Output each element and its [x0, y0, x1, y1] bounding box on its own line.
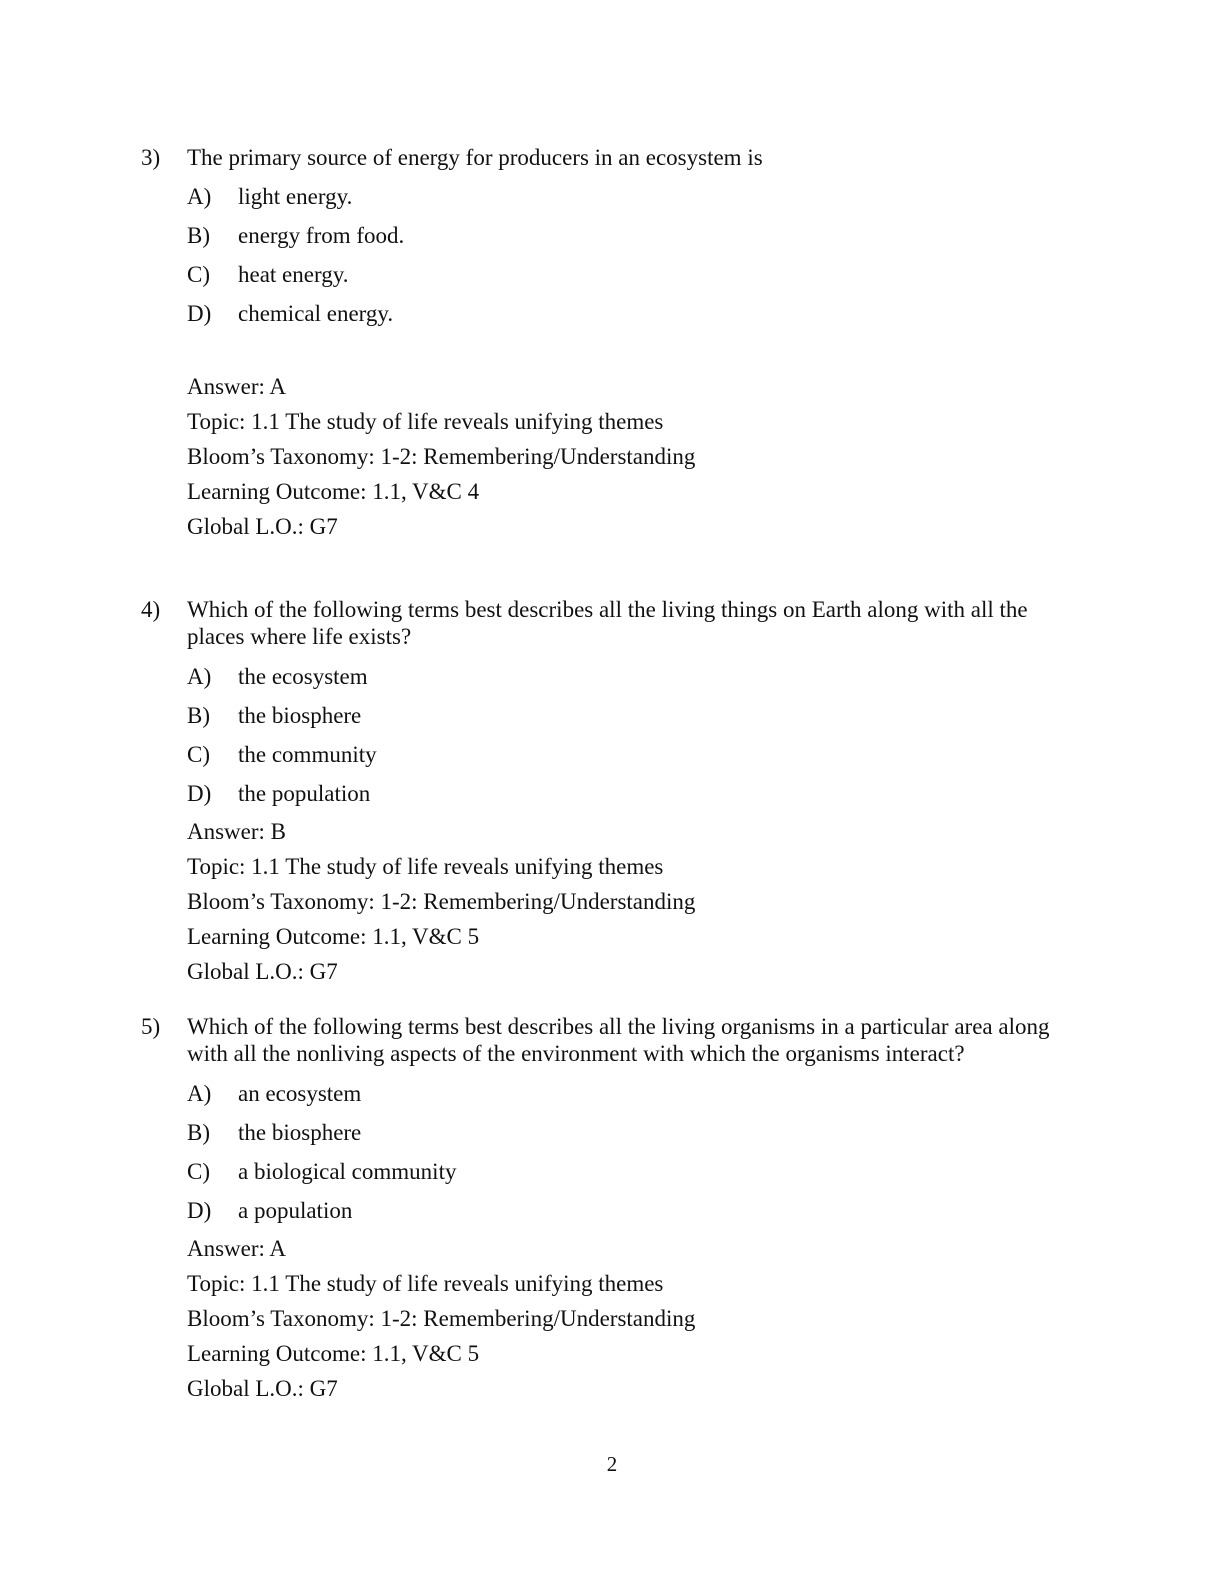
- answer-line: Answer: A: [187, 1236, 287, 1261]
- option-text: light energy.: [238, 184, 353, 209]
- option-letter: C): [187, 262, 210, 287]
- topic-line: Topic: 1.1 The study of life reveals unifying themes: [187, 409, 664, 434]
- question-number: 3): [141, 145, 161, 170]
- option-text: an ecosystem: [238, 1081, 362, 1106]
- global-lo-line: Global L.O.: G7: [187, 514, 338, 539]
- option-letter: C): [187, 742, 210, 767]
- option-text: the community: [238, 742, 377, 767]
- option-text: chemical energy.: [238, 301, 394, 326]
- outcome-line: Learning Outcome: 1.1, V&C 5: [187, 1341, 480, 1366]
- global-lo-line: Global L.O.: G7: [187, 1376, 338, 1401]
- option-text: a biological community: [238, 1159, 457, 1184]
- outcome-line: Learning Outcome: 1.1, V&C 4: [187, 479, 480, 504]
- option-text: the biosphere: [238, 703, 362, 728]
- bloom-line: Bloom’s Taxonomy: 1-2: Remembering/Understanding: [187, 444, 696, 469]
- topic-line: Topic: 1.1 The study of life reveals unifying themes: [187, 1271, 664, 1296]
- page-number: 2: [606, 1452, 618, 1476]
- question-text-line-2: with all the nonliving aspects of the environment with which the organisms interact?: [187, 1041, 965, 1066]
- global-lo-line: Global L.O.: G7: [187, 959, 338, 984]
- option-text: the population: [238, 781, 371, 806]
- option-text: energy from food.: [238, 223, 405, 248]
- question-text-line-2: places where life exists?: [187, 624, 412, 649]
- bloom-line: Bloom’s Taxonomy: 1-2: Remembering/Understanding: [187, 1306, 696, 1331]
- outcome-line: Learning Outcome: 1.1, V&C 5: [187, 924, 480, 949]
- question-text-line-1: Which of the following terms best describes all the living things on Earth along with all the: [187, 597, 1028, 622]
- answer-line: Answer: A: [187, 374, 287, 399]
- option-letter: B): [187, 1120, 210, 1145]
- option-letter: D): [187, 301, 212, 326]
- option-letter: D): [187, 781, 212, 806]
- option-text: a population: [238, 1198, 353, 1223]
- option-letter: A): [187, 664, 212, 689]
- question-number: 5): [141, 1014, 161, 1039]
- option-letter: C): [187, 1159, 210, 1184]
- option-letter: A): [187, 1081, 212, 1106]
- option-text: the biosphere: [238, 1120, 362, 1145]
- option-letter: B): [187, 703, 210, 728]
- question-number: 4): [141, 597, 161, 622]
- answer-line: Answer: B: [187, 819, 287, 844]
- question-text-line-1: Which of the following terms best describes all the living organisms in a particular area along: [187, 1014, 1050, 1039]
- option-text: the ecosystem: [238, 664, 368, 689]
- bloom-line: Bloom’s Taxonomy: 1-2: Remembering/Understanding: [187, 889, 696, 914]
- option-letter: B): [187, 223, 210, 248]
- option-letter: D): [187, 1198, 212, 1223]
- option-letter: A): [187, 184, 212, 209]
- option-text: heat energy.: [238, 262, 349, 287]
- question-text: The primary source of energy for producers in an ecosystem is: [187, 145, 763, 170]
- topic-line: Topic: 1.1 The study of life reveals unifying themes: [187, 854, 664, 879]
